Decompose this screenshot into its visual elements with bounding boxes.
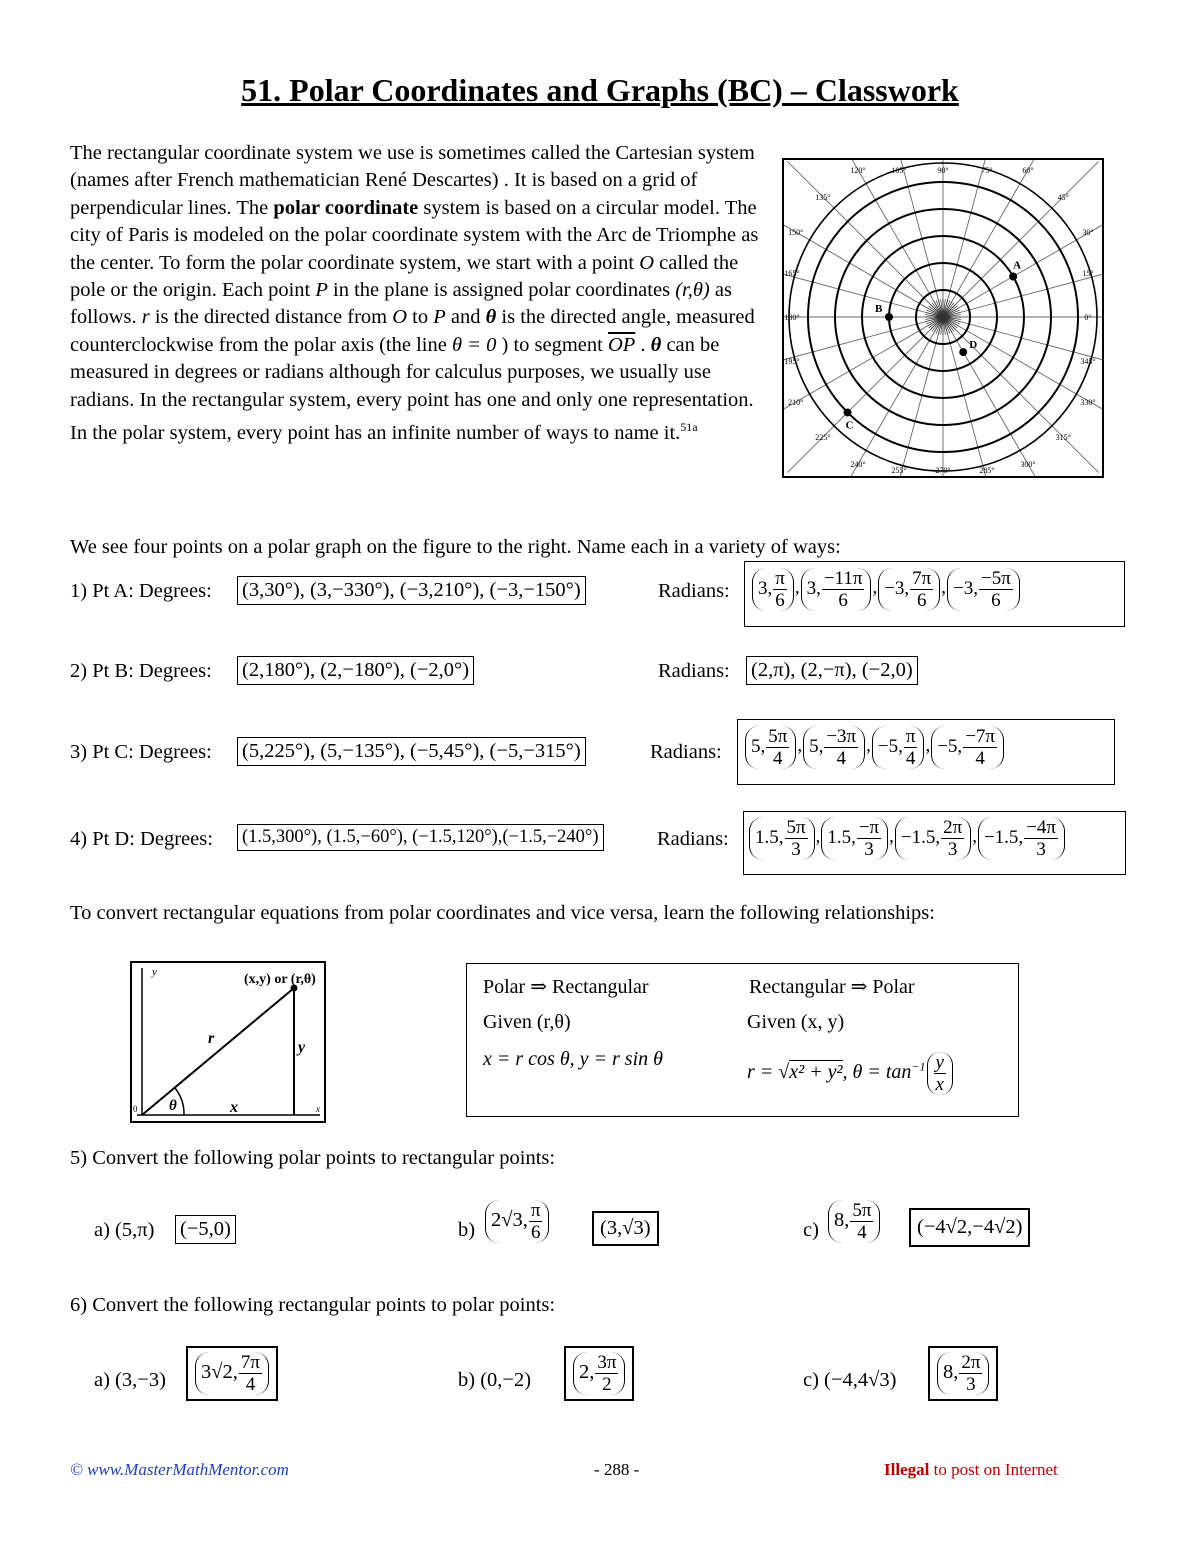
polar-angle-label: 345°: [1080, 356, 1096, 366]
polar-to-rect-equation: x = r cos θ, y = r sin θ: [483, 1048, 663, 1070]
polar-angle-label: 240°: [850, 460, 866, 470]
footer-website-link[interactable]: © www.MasterMathMentor.com: [70, 1460, 289, 1479]
point-a-radian-item: −3, $\frac{7\pi}{6}$: [878, 568, 940, 611]
polar-point-label: C: [845, 419, 854, 432]
polar-angle-label: 90°: [937, 166, 949, 175]
polar-angle-label: 0°: [1084, 313, 1092, 322]
q5-prompt: 5) Convert the following polar points to rectangular points:: [70, 1147, 556, 1169]
q6-b-answer: 2, $\frac{3\pi}{2}$: [564, 1346, 634, 1401]
point-b-label: 2) Pt B: Degrees:: [70, 660, 212, 682]
convert-intro: To convert rectangular equations from polar coordinates and vice versa, learn the following relationships:: [70, 902, 935, 924]
triangle-axis-y: y: [152, 966, 157, 978]
polar-to-rect-given: Given (r,θ): [483, 1011, 571, 1033]
point-d-radian-item: −1.5, $\frac{-4\pi}{3}$: [978, 817, 1065, 860]
point-a-radians: 3, $\frac{\pi}{6}$ , 3, $\frac{-11\pi}{6}$ , −3, $\frac{7\pi}{6}$ , −3, $\frac{-5\pi}{6}$: [744, 561, 1125, 627]
polar-angle-label: 15°: [1082, 269, 1094, 279]
polar-angle-label: 30°: [1082, 228, 1094, 237]
triangle-svg: [132, 963, 323, 1120]
polar-angle-label: 120°: [850, 166, 866, 175]
point-d-label: 4) Pt D: Degrees:: [70, 828, 213, 850]
polar-angle-label: 330°: [1080, 398, 1096, 407]
rect-to-polar-equation: r = √x² + y², $\theta = \tan^{-1}$ $\frac{y}{x}$: [747, 1052, 954, 1095]
point-b-radians: (2,π), (2,−π), (−2,0): [746, 656, 918, 685]
page-title: 51. Polar Coordinates and Graphs (BC) – Classwork: [241, 72, 959, 108]
relationships-box: [466, 963, 1019, 1117]
polar-point: [1009, 273, 1017, 281]
q6-prompt: 6) Convert the following rectangular points to polar points:: [70, 1294, 556, 1316]
footnote-marker: 51a: [680, 420, 698, 435]
triangle-corner-label: (x,y) or (r,θ): [244, 972, 316, 987]
triangle-x: x: [230, 1099, 238, 1116]
q6-c-label: c) (−4,4√3): [803, 1369, 897, 1391]
point-c-radian-item: 5, $\frac{-3\pi}{4}$: [803, 726, 865, 769]
point-a-radian-item: 3, $\frac{-11\pi}{6}$: [801, 568, 872, 611]
point-c-radians-label: Radians:: [650, 741, 722, 763]
q6-b-label: b) (0,−2): [458, 1369, 532, 1391]
point-a-degrees: (3,30°), (3,−330°), (−3,210°), (−3,−150°): [237, 576, 586, 605]
polar-angle-label: 225°: [815, 433, 831, 443]
polar-point-label: D: [969, 339, 978, 352]
polar-angle-label: 210°: [788, 398, 804, 407]
q5-c-point: 8, $\frac{5\pi}{4}$: [827, 1200, 881, 1243]
q5-a-label: a) (5,π): [94, 1219, 155, 1241]
polar-angle-label: 60°: [1022, 166, 1034, 175]
q5-c-answer: (−4√2,−4√2): [909, 1208, 1030, 1247]
point-c-degrees: (5,225°), (5,−135°), (−5,45°), (−5,−315°): [237, 737, 586, 766]
polar-angle-label: 150°: [788, 228, 804, 237]
q6-a-label: a) (3,−3): [94, 1369, 166, 1391]
four-points-intro: We see four points on a polar graph on the figure to the right. Name each in a variety of ways:: [70, 536, 841, 558]
polar-point-label: B: [875, 303, 883, 315]
triangle-theta: θ: [169, 1098, 177, 1114]
triangle-axis-x: x: [316, 1104, 320, 1114]
polar-point: [885, 313, 893, 321]
q5-b-label: b): [458, 1219, 476, 1241]
polar-angle-label: 180°: [784, 313, 800, 322]
q6-a-answer: 3√2, $\frac{7\pi}{4}$: [186, 1346, 278, 1401]
polar-angle-label: 45°: [1057, 192, 1069, 202]
point-d-degrees: (1.5,300°), (1.5,−60°), (−1.5,120°),(−1.5,−240°): [237, 824, 604, 851]
polar-angle-label: 300°: [1020, 460, 1036, 470]
triangle-y: y: [298, 1039, 306, 1056]
intro-paragraph: The rectangular coordinate system we use is sometimes called the Cartesian system (names after French mathematician René Descartes) . It is based on a grid of perpendicular lines. The polar coordinate system is based on a circular model. The city of Paris is modeled on the polar coordinate system with the Arc de Triomphe as the center. To form the polar coordinate system, we start with a point O called the pole or the origin. Each point P in the plane is assigned polar coordinates (r,θ) as follows. r is the directed distance from O to P and θ is the directed angle, measured counterclockwise from the polar axis (the line θ = 0 ) to segment $\overline{OP}$ . θ can be measured in degrees or radians although for calculus purposes, we usually use radians. In the rectangular system, every point has one and only one representation. In the polar system, every point has an infinite number of ways to name it.$^{51a}$: [70, 142, 759, 444]
point-d-radians-label: Radians:: [657, 828, 729, 850]
point-b-radians-label: Radians:: [658, 660, 730, 682]
polar-point-label: A: [1013, 259, 1022, 272]
point-c-label: 3) Pt C: Degrees:: [70, 741, 212, 763]
q5-c-label: c): [803, 1219, 819, 1241]
polar-angle-label: 270°: [935, 466, 951, 475]
rect-to-polar-heading: Rectangular ⇒ Polar: [749, 976, 915, 998]
triangle-figure: [130, 961, 326, 1123]
footer-page-number: - 288 -: [594, 1460, 640, 1479]
polar-angle-label: 105°: [891, 166, 907, 175]
polar-angle-label: 75°: [981, 166, 993, 175]
polar-angle-label: 165°: [784, 269, 800, 279]
polar-angle-label: 255°: [891, 466, 907, 475]
point-c-radian-item: −5, $\frac{\pi}{4}$: [872, 726, 925, 769]
point-a-radians-label: Radians:: [658, 580, 730, 602]
q5-b-answer: (3,√3): [592, 1211, 659, 1246]
q5-b-point: 2√3, $\frac{\pi}{6}$: [484, 1200, 550, 1243]
polar-point: [959, 348, 967, 356]
polar-angle-label: 135°: [815, 192, 831, 202]
q6-c-answer: 8, $\frac{2\pi}{3}$: [928, 1346, 998, 1401]
point-d-radian-item: 1.5, $\frac{5\pi}{3}$: [749, 817, 815, 860]
point-b-degrees: (2,180°), (2,−180°), (−2,0°): [237, 656, 474, 685]
q5-a-answer: (−5,0): [175, 1215, 236, 1244]
polar-graph-svg: [784, 160, 1102, 476]
triangle-origin: 0: [133, 1104, 138, 1114]
polar-angle-label: 195°: [784, 356, 800, 366]
polar-angle-label: 315°: [1055, 433, 1071, 443]
rect-to-polar-given: Given (x, y): [747, 1011, 845, 1033]
point-a-radian-item: 3, $\frac{\pi}{6}$: [752, 568, 794, 611]
point-c-radian-item: −5, $\frac{-7\pi}{4}$: [931, 726, 1004, 769]
point-a-radian-item: −3, $\frac{-5\pi}{6}$: [947, 568, 1020, 611]
triangle-r: r: [208, 1030, 215, 1047]
point-c-radians: 5, $\frac{5\pi}{4}$ , 5, $\frac{-3\pi}{4}$ , −5, $\frac{\pi}{4}$ , −5, $\frac{-7\pi}{4}$: [737, 719, 1115, 785]
polar-to-rect-heading: Polar ⇒ Rectangular: [483, 976, 649, 998]
polar-graph: [782, 158, 1104, 478]
point-a-label: 1) Pt A: Degrees:: [70, 580, 212, 602]
point-d-radian-item: −1.5, $\frac{2\pi}{3}$: [895, 817, 971, 860]
point-d-radians: 1.5, $\frac{5\pi}{3}$ , 1.5, $\frac{-\pi}{3}$ , −1.5, $\frac{2\pi}{3}$ , −1.5, $\frac{-4\pi}{3}$: [743, 811, 1126, 875]
point-c-radian-item: 5, $\frac{5\pi}{4}$: [745, 726, 796, 769]
point-d-radian-item: 1.5, $\frac{-\pi}{3}$: [821, 817, 888, 860]
footer-notice: Illegal to post on Internet: [884, 1460, 1058, 1479]
polar-angle-label: 285°: [979, 466, 995, 475]
polar-point: [844, 408, 852, 416]
